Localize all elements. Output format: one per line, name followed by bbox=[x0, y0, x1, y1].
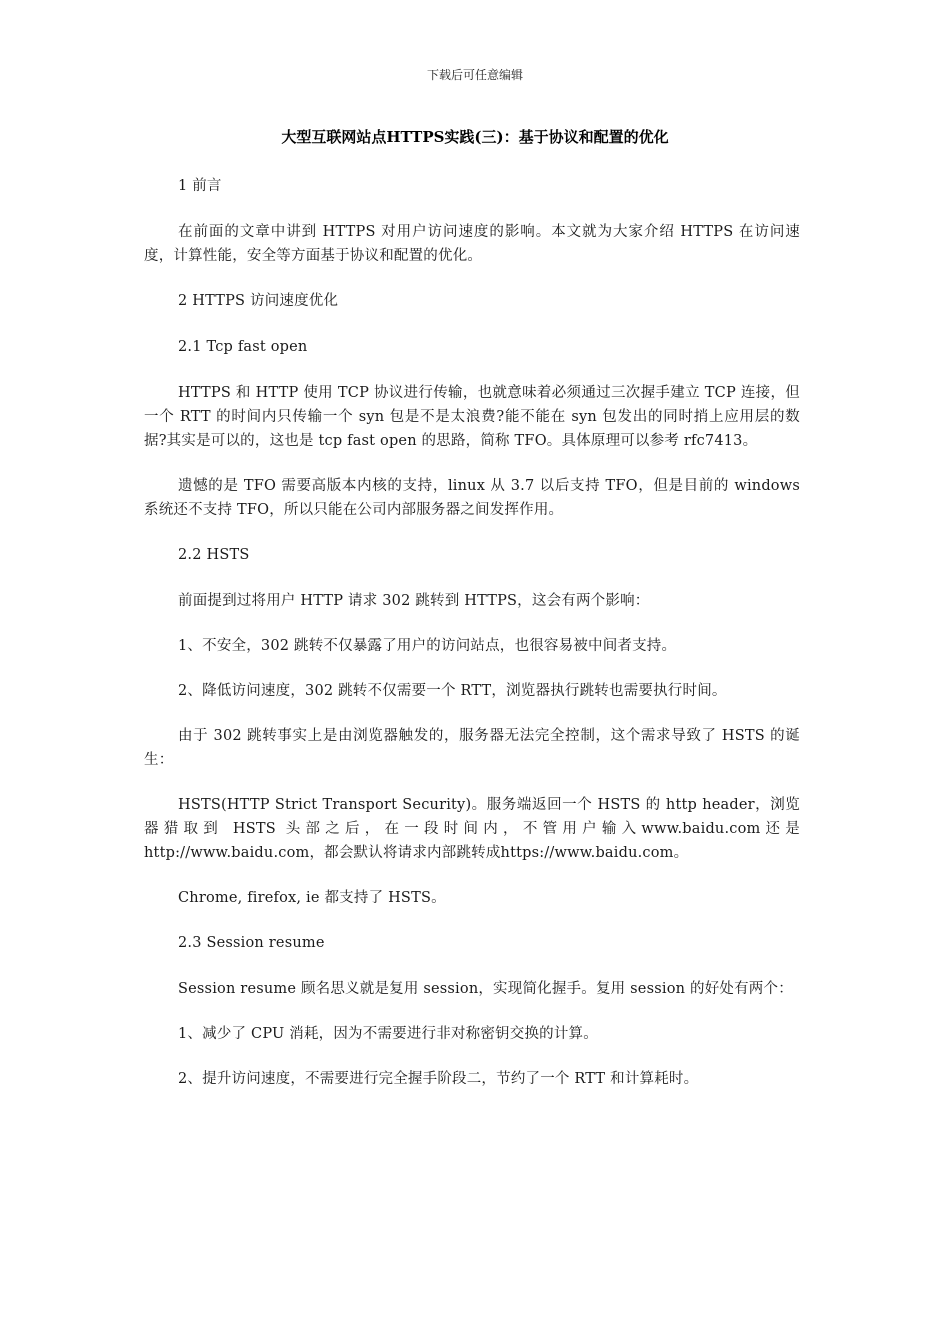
subsection-heading-tfo: 2.1 Tcp fast open bbox=[178, 339, 308, 355]
list-item: 2、降低访问速度，302 跳转不仅需要一个 RTT，浏览器执行跳转也需要执行时间。 bbox=[178, 683, 727, 699]
section-heading-speed: 2 HTTPS 访问速度优化 bbox=[178, 293, 339, 309]
list-item: 1、不安全，302 跳转不仅暴露了用户的访问站点，也很容易被中间者支持。 bbox=[178, 638, 677, 654]
paragraph: 由于 302 跳转事实上是由浏览器触发的，服务器无法完全控制，这个需求导致了 HSTS 的诞生： bbox=[144, 728, 800, 768]
document-title: 大型互联网站点HTTPS实践(三)：基于协议和配置的优化 bbox=[281, 128, 669, 146]
subsection-heading-hsts: 2.2 HSTS bbox=[178, 547, 250, 563]
subsection-heading-session-resume: 2.3 Session resume bbox=[178, 935, 325, 951]
paragraph: HTTPS 和 HTTP 使用 TCP 协议进行传输，也就意味着必须通过三次握手建立 TCP 连接，但一个 RTT 的时间内只传输一个 syn 包是不是太浪费?能不能在 syn 包发出的同时捎上应用层的数据?其实是可以的，这也是 tcp fast open 的思路，简称 TFO。具体原理可以参考 rfc7413。 bbox=[144, 385, 800, 449]
list-item: 2、提升访问速度，不需要进行完全握手阶段二，节约了一个 RTT 和计算耗时。 bbox=[178, 1071, 699, 1087]
paragraph: 在前面的文章中讲到 HTTPS 对用户访问速度的影响。本文就为大家介绍 HTTPS 在访问速度，计算性能，安全等方面基于协议和配置的优化。 bbox=[144, 224, 800, 264]
list-item: 1、减少了 CPU 消耗，因为不需要进行非对称密钥交换的计算。 bbox=[178, 1026, 598, 1042]
paragraph: Session resume 顾名思义就是复用 session，实现简化握手。复用 session 的好处有两个： bbox=[178, 981, 793, 997]
paragraph: 遗憾的是 TFO 需要高版本内核的支持，linux 从 3.7 以后支持 TFO，但是目前的 windows 系统还不支持 TFO，所以只能在公司内部服务器之间发挥作用。 bbox=[144, 478, 800, 518]
header-note: 下载后可任意编辑 bbox=[426, 68, 523, 82]
paragraph: 前面提到过将用户 HTTP 请求 302 跳转到 HTTPS，这会有两个影响： bbox=[178, 593, 650, 609]
document-body bbox=[144, 174, 800, 1112]
section-heading-intro: 1 前言 bbox=[178, 178, 222, 194]
paragraph: Chrome, firefox, ie 都支持了 HSTS。 bbox=[178, 890, 446, 906]
paragraph: HSTS(HTTP Strict Transport Security)。服务端返回一个 HSTS 的 http header，浏览器猎取到 HSTS 头部之后，在一段时间内，不管用户输入www.baidu.com还是http://www.baidu.com，都会默认将请求内部跳转成https://www.baidu.com。 bbox=[144, 797, 800, 861]
